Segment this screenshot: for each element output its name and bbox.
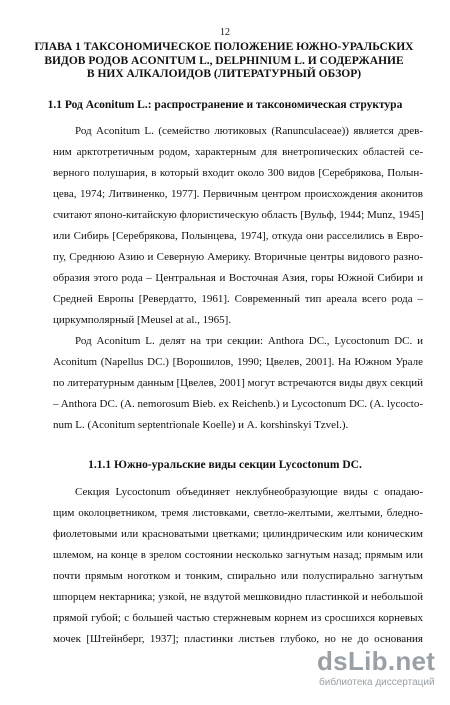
text-line: прямой губой; с большей частью стержневым корнем из сросшихся корневых xyxy=(53,612,423,624)
chapter-title-line: В НИХ АЛКАЛОИДОВ (ЛИТЕРАТУРНЫЙ ОБЗОР) xyxy=(86,68,362,80)
chapter-title-line: ВИДОВ РОДОВ ACONITUM L., DELPHINIUM L. И СОДЕРЖАНИЕ xyxy=(44,54,404,67)
text-line: фиолетовыми или красноватыми цветками; цилиндрическим или коническим xyxy=(53,528,423,540)
text-line: мочек [Штейнберг, 1937]; пластинки листьев глубоко, но не до основания xyxy=(53,633,423,645)
section-1-1-heading: 1.1 Род Aconitum L.: распространение и таксономическая структура xyxy=(47,99,403,111)
text-line: ним арктотретичным родом, характерным для внетропических областей се- xyxy=(53,146,423,158)
dslib-watermark-logo xyxy=(317,646,441,690)
text-line: шлемом, на конце в зрелом состоянии несколько загнутым назад; прямым или xyxy=(53,549,423,561)
text-line: или Сибирь [Серебрякова, Полынцева, 1974], откуда они расселились в Евро- xyxy=(53,230,423,242)
text-line: num L. (Aconitum septentrionale Koelle) и A. korshinskyi Tzvel.). xyxy=(53,419,349,431)
text-line: цева, 1974; Литвиненко, 1977]. Первичным центром происхождения аконитов xyxy=(53,188,423,200)
text-line: по литературным данным [Цвелев, 2001] могут встречаются виды двух секций xyxy=(53,377,423,389)
chapter-title-line: ГЛАВА 1 ТАКСОНОМИЧЕСКОЕ ПОЛОЖЕНИЕ ЮЖНО-УРАЛЬСКИХ xyxy=(34,41,414,53)
text-line: пу, Среднюю Азию и Северную Америку. Вторичные центры видового разно- xyxy=(53,251,423,263)
text-line: верного полушария, в который входит около 300 видов [Серебрякова, Полын- xyxy=(53,167,423,179)
text-line: Род Aconitum L. (семейство лютиковых (Ranunculaceae)) является древ- xyxy=(75,125,423,137)
watermark-tagline: библиотека диссертаций xyxy=(319,677,435,688)
text-line: щим околоцветником, тремя листовками, светло-желтыми, желтыми, бледно- xyxy=(53,507,423,519)
text-line: считают японо-китайскую флористическую область [Вульф, 1944; Munz, 1945] xyxy=(53,209,424,221)
text-line: – Anthora DC. (A. nemorosum Bieb. ex Reichenb.) и Lycoctonum DC. (A. lycocto- xyxy=(53,398,423,410)
text-line: почти прямым ноготком и тонким, спирально или полуспирально загнутым xyxy=(53,570,423,582)
text-line: циркумполярный [Meusel at al., 1965]. xyxy=(53,314,232,326)
chapter-title xyxy=(28,41,420,82)
watermark-logo-text: dsLib.net xyxy=(317,646,436,676)
section-1-1-1-heading: 1.1.1 Южно-уральские виды секции Lycoctonum DC. xyxy=(88,459,362,471)
text-line: Секция Lycoctonum объединяет неклубнеобразующие виды с опадаю- xyxy=(75,486,423,498)
page-number: 12 xyxy=(220,27,230,38)
text-line: Средней Европы [Ревердатто, 1961]. Современный тип ареала всего рода – xyxy=(53,293,423,305)
text-line: Aconitum (Napellus DC.) [Ворошилов, 1990; Цвелев, 2001]. На Южном Урале xyxy=(53,356,423,368)
text-line: шпорцем нектарника; узкой, не вздутой мешковидно пластинкой и небольшой xyxy=(53,591,423,603)
text-line: Род Aconitum L. делят на три секции: Anthora DC., Lycoctonum DC. и xyxy=(75,335,423,347)
text-line: образия этого рода – Центральная и Восточная Азия, горы Южной Сибири и xyxy=(53,272,423,284)
